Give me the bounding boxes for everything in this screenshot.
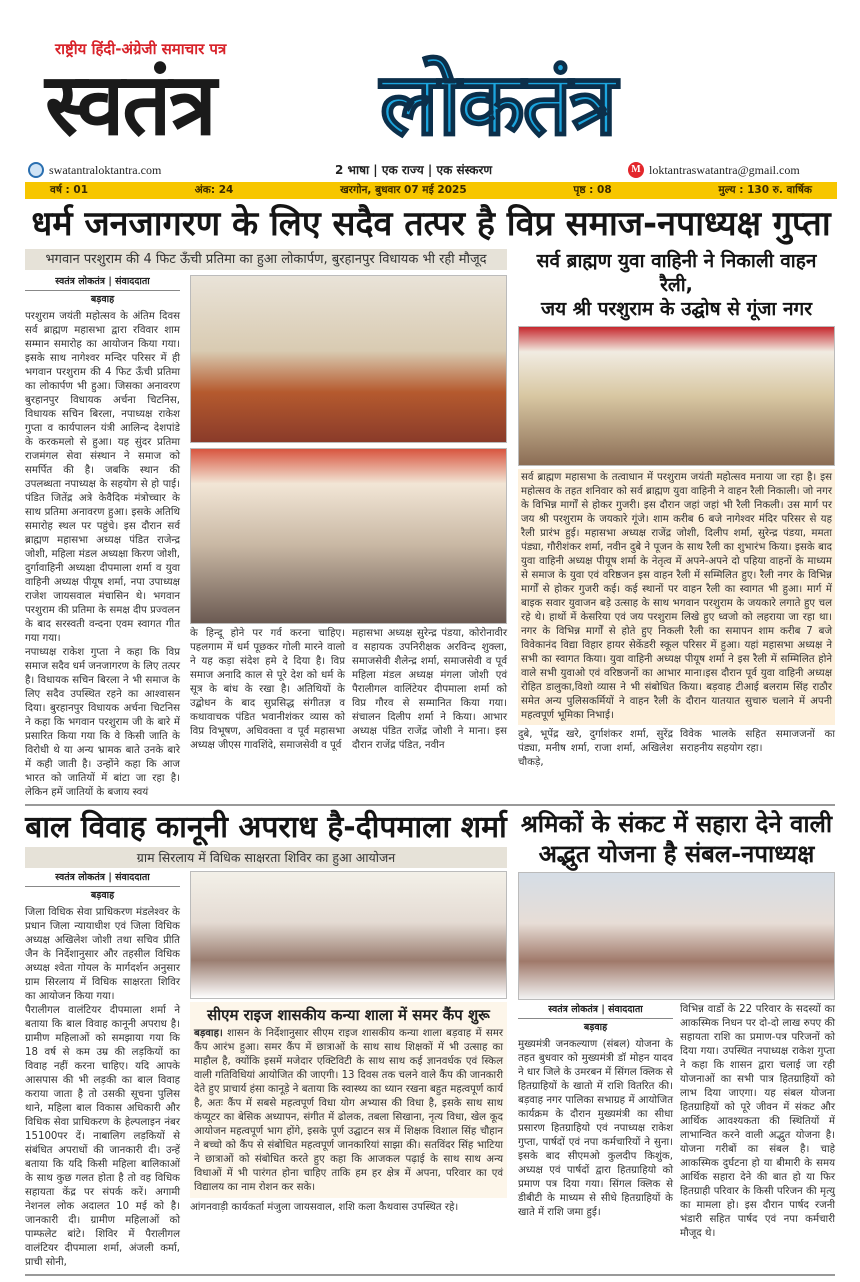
dateline: खरगोन, बुधवार 07 मई 2025 xyxy=(340,184,467,196)
lead-story xyxy=(25,249,507,800)
photo-rally xyxy=(518,326,835,466)
lead-location: बड़वाह xyxy=(90,294,115,305)
child-marriage-story xyxy=(25,809,507,1270)
photo-statue-ceremony xyxy=(190,275,507,443)
email-text[interactable]: loktantraswatantra@gmail.com xyxy=(649,163,800,177)
top-section xyxy=(25,249,835,800)
lead-para-2: नपाध्यक्ष राकेश गुप्ता ने कहा कि विप्र समाज सदैव धर्म जनजागरण के लिए तत्पर है। विधायक सचिन बिरला ने भी समाज के लिए सदैव उपस्थित रहने का आश्वासन दिया। बुरहानपुर विधायक अर्चना चिटनिस ने कहा कि भगवान परशुराम जी के बारे में प्रसारित किया गया कि वे किसी जाति के विरोधी थे या अन्य भ्रामक बाते उनके बारे में कही जाती है। उन्होंने कहा कि आज भारत को जातियों में बांटा जा रहा है। लेकिन हमें जातियों के बजाय स्वयं xyxy=(25,647,180,798)
sambal-column-2: विभिन्न वार्डो के 22 परिवार के सदस्यों का आकस्मिक निधन पर दो-दो लाख रुपए की सहायता राशि का प्रमाण-पत्र परिजनों को दिया गया। उपस्थित नपाध्यक्ष राकेश गुप्ता ने कहा कि शासन द्वारा चलाई जा रही योजनाओं का सभी पात्र हितग्राहियों को लाभ दिया जाएगा। यह संबल योजना हितग्राहियों को पूरे जीवन में संकट और आर्थिक आवश्यकता की स्थितियों में लाभान्वित करने वाली अद्भुत योजना है। योजना गरीबों का संबल है। चाहे आकस्मिक दुर्घटना हो या बीमारी के समय आर्थिक सहारा देने की बात हो या फिर हितग्राही परिवार के किसी परिजन की मृत्यु का मामला हो। इस दौरान पार्षद रजनी भंडारी सहित पार्षद एवं नपा कर्मचारी मौजूद थे। xyxy=(680,1004,835,1239)
child-marriage-para-2: पैरालीगल वालंटियर दीपमाला शर्मा ने बताया कि बाल विवाह कानूनी अपराध है। ग्रामीण महिलाओं को समझाया गया कि 18 वर्ष से कम उम्र की लड़कियों का विवाह नहीं करना चाहिए। यदि आपके आसपास की भी लड़की का बाल विवाह कराया जाता है तो उसकी सूचना पुलिस थाने, महिला बाल विकास अधिकारी और विधिक सेवा प्राधिकरण के हेल्पलाइन नंबर 15100पर दें। नाबालिग लड़कियों से संबंधित अपराधों की जानकारी दी। उन्हें बताया कि यदि किसी महिला बालिकाओं के साथ कुछ गलत होता है तो वह विधिक सहायता केंद्र पर संपर्क करें। अगामी नेशनल लोक अदालत 10 मई को है। जानकारी दी। ग्रामीण महिलाओं को पाम्फलेट बांटे। शिविर में पैरालीगल वालंटियर दीपमाला शर्मा, अंजली कर्मा, प्राची सोनी, xyxy=(25,1005,180,1268)
tagline: राष्ट्रीय हिंदी-अंग्रेजी समाचार पत्र xyxy=(55,40,227,58)
sambal-location: बड़वाह xyxy=(583,1022,608,1033)
sambal-headline xyxy=(518,809,835,869)
rally-headline-line1: सर्व ब्राह्मण युवा वाहिनी ने निकाली वाहन रैली, xyxy=(536,250,817,296)
rally-body: सर्व ब्राह्मण महासभा के तत्वाधान में परशुराम जयंती महोत्सव मनाया जा रहा है। इस महोत्सव के तहत शनिवार को सर्व ब्राह्मण युवा वाहिनी ने वाहन रैली निकाली। जो नगर के विभिन्न मार्गों से होकर गुजरी। इस दौरान जहां जहां भी रैली निकली। उस मार्ग पर जय श्री परशुराम के जयकारे गूंजे। शाम करीब 6 बजे नागेश्वर मंदिर परिसर से यह रैली प्रारंभ हुई। महासभा अध्यक्ष राजेंद्र जोशी, दिलीप शर्मा, सुरेन्द्र पंडया, ममता पंड्या, गौरीशंकर शर्मा, नवीन दुबे ने पूजन के साथ रैली का शुभारंभ किया। इसके बाद युवा वाहिनी अध्यक्ष पीयूष शर्मा के नेतृत्व में अपने-अपने दो पहिया वाहनों के माध्यम से समाज के युवा एवं वरिष्ठजन इस वाहन रैली में सम्मिलित हुए। रैली नगर के विभिन्न मार्गों से होकर गुजरी कई। कई स्थानों पर वाहन रैली का स्वागत भी हुआ। मार्ग में बाइक सवार युवाजन बड़े उत्साह के साथ भगवान परशुराम के जयकारे लगाते हुए चल रहे थे। हाथों में केसरिया एवं जय परशुराम लिखे हुए ध्वजो को लहराया जा रहा था। नगर के विभिन्न मार्गों से होते हुए निकली रैली का समापन शाम करीब 7 बजे विवेकानंद विद्या विहार हायर सेकेंडरी स्कूल परिसर में हुआ। यहां महासभा अध्यक्ष ने सभी का स्वागत किया। युवा वाहिनी अध्यक्ष पीयूष शर्मा ने इस रैली में सम्मिलित होने वाले सभी युवाओ एवं वरिष्ठजनों का आभार माना।इस दौरान पूर्व युवा वाहिनी अध्यक्ष रोहित डालुका,विशो व्यास ने भी संबोधित किया। बड़वाह टीआई बलराम सिंह राठौर समेत अन्य पुलिसकर्मियों ने वाहन रैली के दौरान यातयात सुचारु चलाने में अपनी महत्वपूर्ण भूमिका निभाई। xyxy=(518,469,835,725)
child-marriage-location: बड़वाह xyxy=(90,890,115,901)
lead-subhead: भगवान परशुराम की 4 फिट ऊँची प्रतिमा का हुआ लोकार्पण, बुरहानपुर विधायक भी रही मौजूद xyxy=(25,249,507,270)
lead-column-2: के हिन्दू होने पर गर्व करना चाहिए। पहलगाम में धर्म पूछकर गोली मारने वालो ने यह कड़ा संदेश हमे दे दिया है। विप्र समाज अनादि काल से पूरे देश को धर्म के सूत्र के बांध के रखा है। अतिथियों के उद्बोधन के बाद सुप्रसिद्ध संगीतज्ञ व कथावाचक पंडित भवानीशंकर व्यास को विप्र विभूषण, अधिवक्ता व पूर्व महासभा अध्यक्ष जीएस गावशिंदे, समाजसेवी व पूर्व xyxy=(190,628,345,751)
lead-byline: स्वतंत्र लोकतंत्र | संवाददाता xyxy=(25,275,180,291)
sambal-headline-line2: अद्भुत योजना है संबल-नपाध्यक्ष xyxy=(538,840,815,868)
page-number: पृष्ठ : 08 xyxy=(573,184,612,196)
motto: 2 भाषा | एक राज्य | एक संस्करण xyxy=(335,163,493,177)
divider xyxy=(25,804,835,806)
rally-cont-2: विवेक भालके सहित समाजजनों का सराहनीय सहयोग रहा। xyxy=(680,729,835,754)
child-marriage-para-1: जिला विधिक सेवा प्राधिकरण मंडलेश्वर के प्रधान जिला न्यायाधीश एवं जिला विधिक अध्यक्ष अखिलेश जोशी तथा सचिव प्रीति जैन के निर्देशानुसार और तहसील विधिक अध्यक्ष श्वेता गोयल के मार्गदर्शन अनुसार ग्राम सिरलाय में विधिक साक्षरता शिविर का आयोजन किया गया। xyxy=(25,907,180,1002)
year: वर्ष : 01 xyxy=(50,184,89,196)
sambal-col1-text: मुख्यमंत्री जनकल्याण (संबल) योजना के तहत बुधवार को मुख्यमंत्री डॉ मोहन यादव ने धार जिले के उमरबन में सिंगल क्लिक से हितग्राहियों के खातो में राशि वितरित की। बड़वाह नगर पालिका सभाग्रह में आयोजित कार्यक्रम के दौरान मुख्यमंत्री का सीधा प्रसारण हितग्राहियो एवं नपाध्यक्ष राकेश गुप्ता, पार्षदों एवं नपा कर्मचारियों ने सुना। इसके बाद सीएमओ कुलदीप किशुंक, अध्यक्ष एवं पार्षदों द्वारा हितग्राहियो को प्रमाण पत्र दिया गया। सिंगल क्लिक से डीबीटी के माध्यम से सीधे हितग्राहियों के खाते में राशि जमा हुई। xyxy=(518,1039,673,1218)
info-bar xyxy=(25,182,837,199)
divider xyxy=(25,1274,835,1276)
child-marriage-headline: बाल विवाह कानूनी अपराध है-दीपमाला शर्मा xyxy=(25,810,507,845)
sambal-column-1 xyxy=(518,1003,673,1241)
website[interactable] xyxy=(28,162,161,178)
sambal-headline-line1: श्रमिकों के संकट में सहारा देने वाली xyxy=(520,810,833,838)
photo-statue-unveiling xyxy=(190,448,507,624)
sambal-story xyxy=(518,809,835,1241)
lead-headline: धर्म जनजागरण के लिए सदैव तत्पर है विप्र समाज-नपाध्यक्ष गुप्ता xyxy=(31,204,831,244)
lead-column-3: महासभा अध्यक्ष सुरेन्द्र पंडया, कोरोनावीर व सहायक उपनिरीक्षक अरविन्द शुक्ला, समाजसेवी शैलेन्द्र शर्मा, समाजसेवी व पूर्व महिला मंडल अध्यक्ष मंगला जोशी एवं पैरालीगल वालिंटेयर दीपमाला शर्मा को विप्र गौरव से सम्मानित किया गया। संचालन दिलीप शर्मा ने किया। आभार अध्यक्ष पंडित राजेंद्र जोशी ने माना। इस दौरान राजेंद्र पंडित, नवीन xyxy=(352,628,507,751)
summer-camp-box xyxy=(190,1002,507,1198)
summer-camp-dateline: बड़वाह। xyxy=(194,1028,223,1039)
rally-headline xyxy=(518,249,835,321)
child-marriage-byline: स्वतंत्र लोकतंत्र | संवाददाता xyxy=(25,871,180,887)
sambal-byline: स्वतंत्र लोकतंत्र | संवाददाता xyxy=(518,1003,673,1019)
photo-legal-camp xyxy=(190,871,507,999)
bottom-section xyxy=(25,809,835,1270)
masthead xyxy=(0,0,860,200)
mail-icon: M xyxy=(628,162,644,178)
logo-part2: लोकतंत्र xyxy=(380,55,616,155)
summer-camp-body: शासन के निर्देशानुसार सीएम राइज शासकीय कन्या शाला बड़वाह में समर कैंप आरंभ हुआ। समर कैंप में छात्राओं के साथ साथ शिक्षकों में भी उत्साह का माहौल है, क्योंकि इसमें मजेदार एक्टिविटी के साथ साथ कई ज्ञानवर्धक एवं स्किल वाली गतिविधियां आयोजित की जाएगी। 13 दिवस तक चलने वाले कैंप की जानकारी देते हुए प्राचार्य हंसा कानूड़े ने बताया कि स्वास्थ्य का ध्यान रखना बहुत महत्वपूर्ण कार्य है, अतः कैंप में सबसे महत्वपूर्ण विधा योग अभ्यास की विधा है, इसके साथ साथ कंप्यूटर का बेसिक अध्यापन, संगीत में ढोलक, तबला सिखाना, नृत्य विधा, खेल कूद आयोजन महत्वपूर्ण भाग होंगे, इसके पूर्ण उद्घाटन सत्र में शिक्षक विशाल सिंह चौहान ने बच्चो को कैंप से संबोधित महत्वपूर्ण जानकारियां साझा की। सतविंदर सिंह भाटिया ने छात्राओं को संबोधित करते हुए कहा कि आजकल पढ़ाई के साथ साथ अन्य विधाओं में भी पारंगत होना चाहिए ताकि हम हर क्षेत्र में अपना, परिवार का एवं विद्यालय का नाम रोशन कर सके। xyxy=(194,1028,503,1193)
child-marriage-subhead: ग्राम सिरलाय में विधिक साक्षरता शिविर का हुआ आयोजन xyxy=(25,847,507,868)
lead-para-1: परशुराम जयंती महोत्सव के अंतिम दिवस सर्व ब्राह्मण महासभा द्वारा रविवार शाम सम्मान समारोह का आयोजन किया गया। इसके साथ नागेश्वर मन्दिर परिसर में ही भगवान परशुराम की 4 फिट ऊँची प्रतिमा का लोकार्पण भी हुआ। जिसका अनावरण बुरहानपुर विधायक अर्चना चिटनिस, विधायक सचिन बिरला, नपाध्यक्ष राकेश गुप्ता व कार्यपालन यंत्री आलिन्द देशपांडे के करकमलो से हुआ। यह सुंदर प्रतिमा राजमंगल सेवा संस्थान ने समाज को समर्पित की है। जबकि स्थान की उपलब्धता नपाध्यक्ष के सहयोग से हो पाई। पंडित जितेंद्र अत्रे केवैदिक मंत्रोच्चार के साथ प्रतिमा अनावरण हुआ। इसके अतिथि समारोह स्थल पर पहुंचे। इस दौरान सर्व ब्राह्मण महासभा अध्यक्ष पंडित राजेन्द्र जोशी, महिला मंडल अध्यक्षा किरण जोशी, दुर्गावाहिनी अध्यक्षा दीपमाला शर्मा व युवा वाहिनी अध्यक्ष पीयूष शर्मा, नपा उपाध्यक्ष राजेश जायसवाल मंचासिन थे। भगवान परशुराम की प्रतिमा के समक्ष दीप प्रज्वलन के बाद सरस्वती वन्दना एवम स्वागत गीत गया गया। xyxy=(25,311,180,644)
email[interactable] xyxy=(628,162,800,178)
globe-icon xyxy=(28,162,44,178)
lead-middle xyxy=(190,275,507,753)
website-text[interactable]: swatantraloktantra.com xyxy=(49,163,162,177)
child-marriage-middle xyxy=(190,871,507,1215)
logo-part1: स्वतंत्र xyxy=(45,55,215,155)
lead-column-1 xyxy=(25,275,180,800)
child-marriage-column xyxy=(25,871,180,1270)
summer-camp-headline: सीएम राइज शासकीय कन्या शाला में समर कैंप शुरू xyxy=(207,1006,490,1024)
rally-cont-1: दुबे, भूपेंद्र खरे, दुर्गाशंकर शर्मा, सुरेंद्र पंड्या, मनीष शर्मा, राजा शर्मा, अखिलेश चौकड़े, xyxy=(518,729,673,768)
photo-sambal xyxy=(518,872,835,1000)
rally-story xyxy=(518,249,835,770)
child-marriage-cont: आंगनवाड़ी कार्यकर्ता मंजुला जायसवाल, शशि कला कैथवास उपस्थित रहे। xyxy=(190,1202,459,1213)
rally-headline-line2: जय श्री परशुराम के उद्घोष से गूंजा नगर xyxy=(541,298,812,320)
issue: अंक: 24 xyxy=(194,184,234,196)
price: मुल्य : 130 रु. वार्षिक xyxy=(718,184,812,196)
